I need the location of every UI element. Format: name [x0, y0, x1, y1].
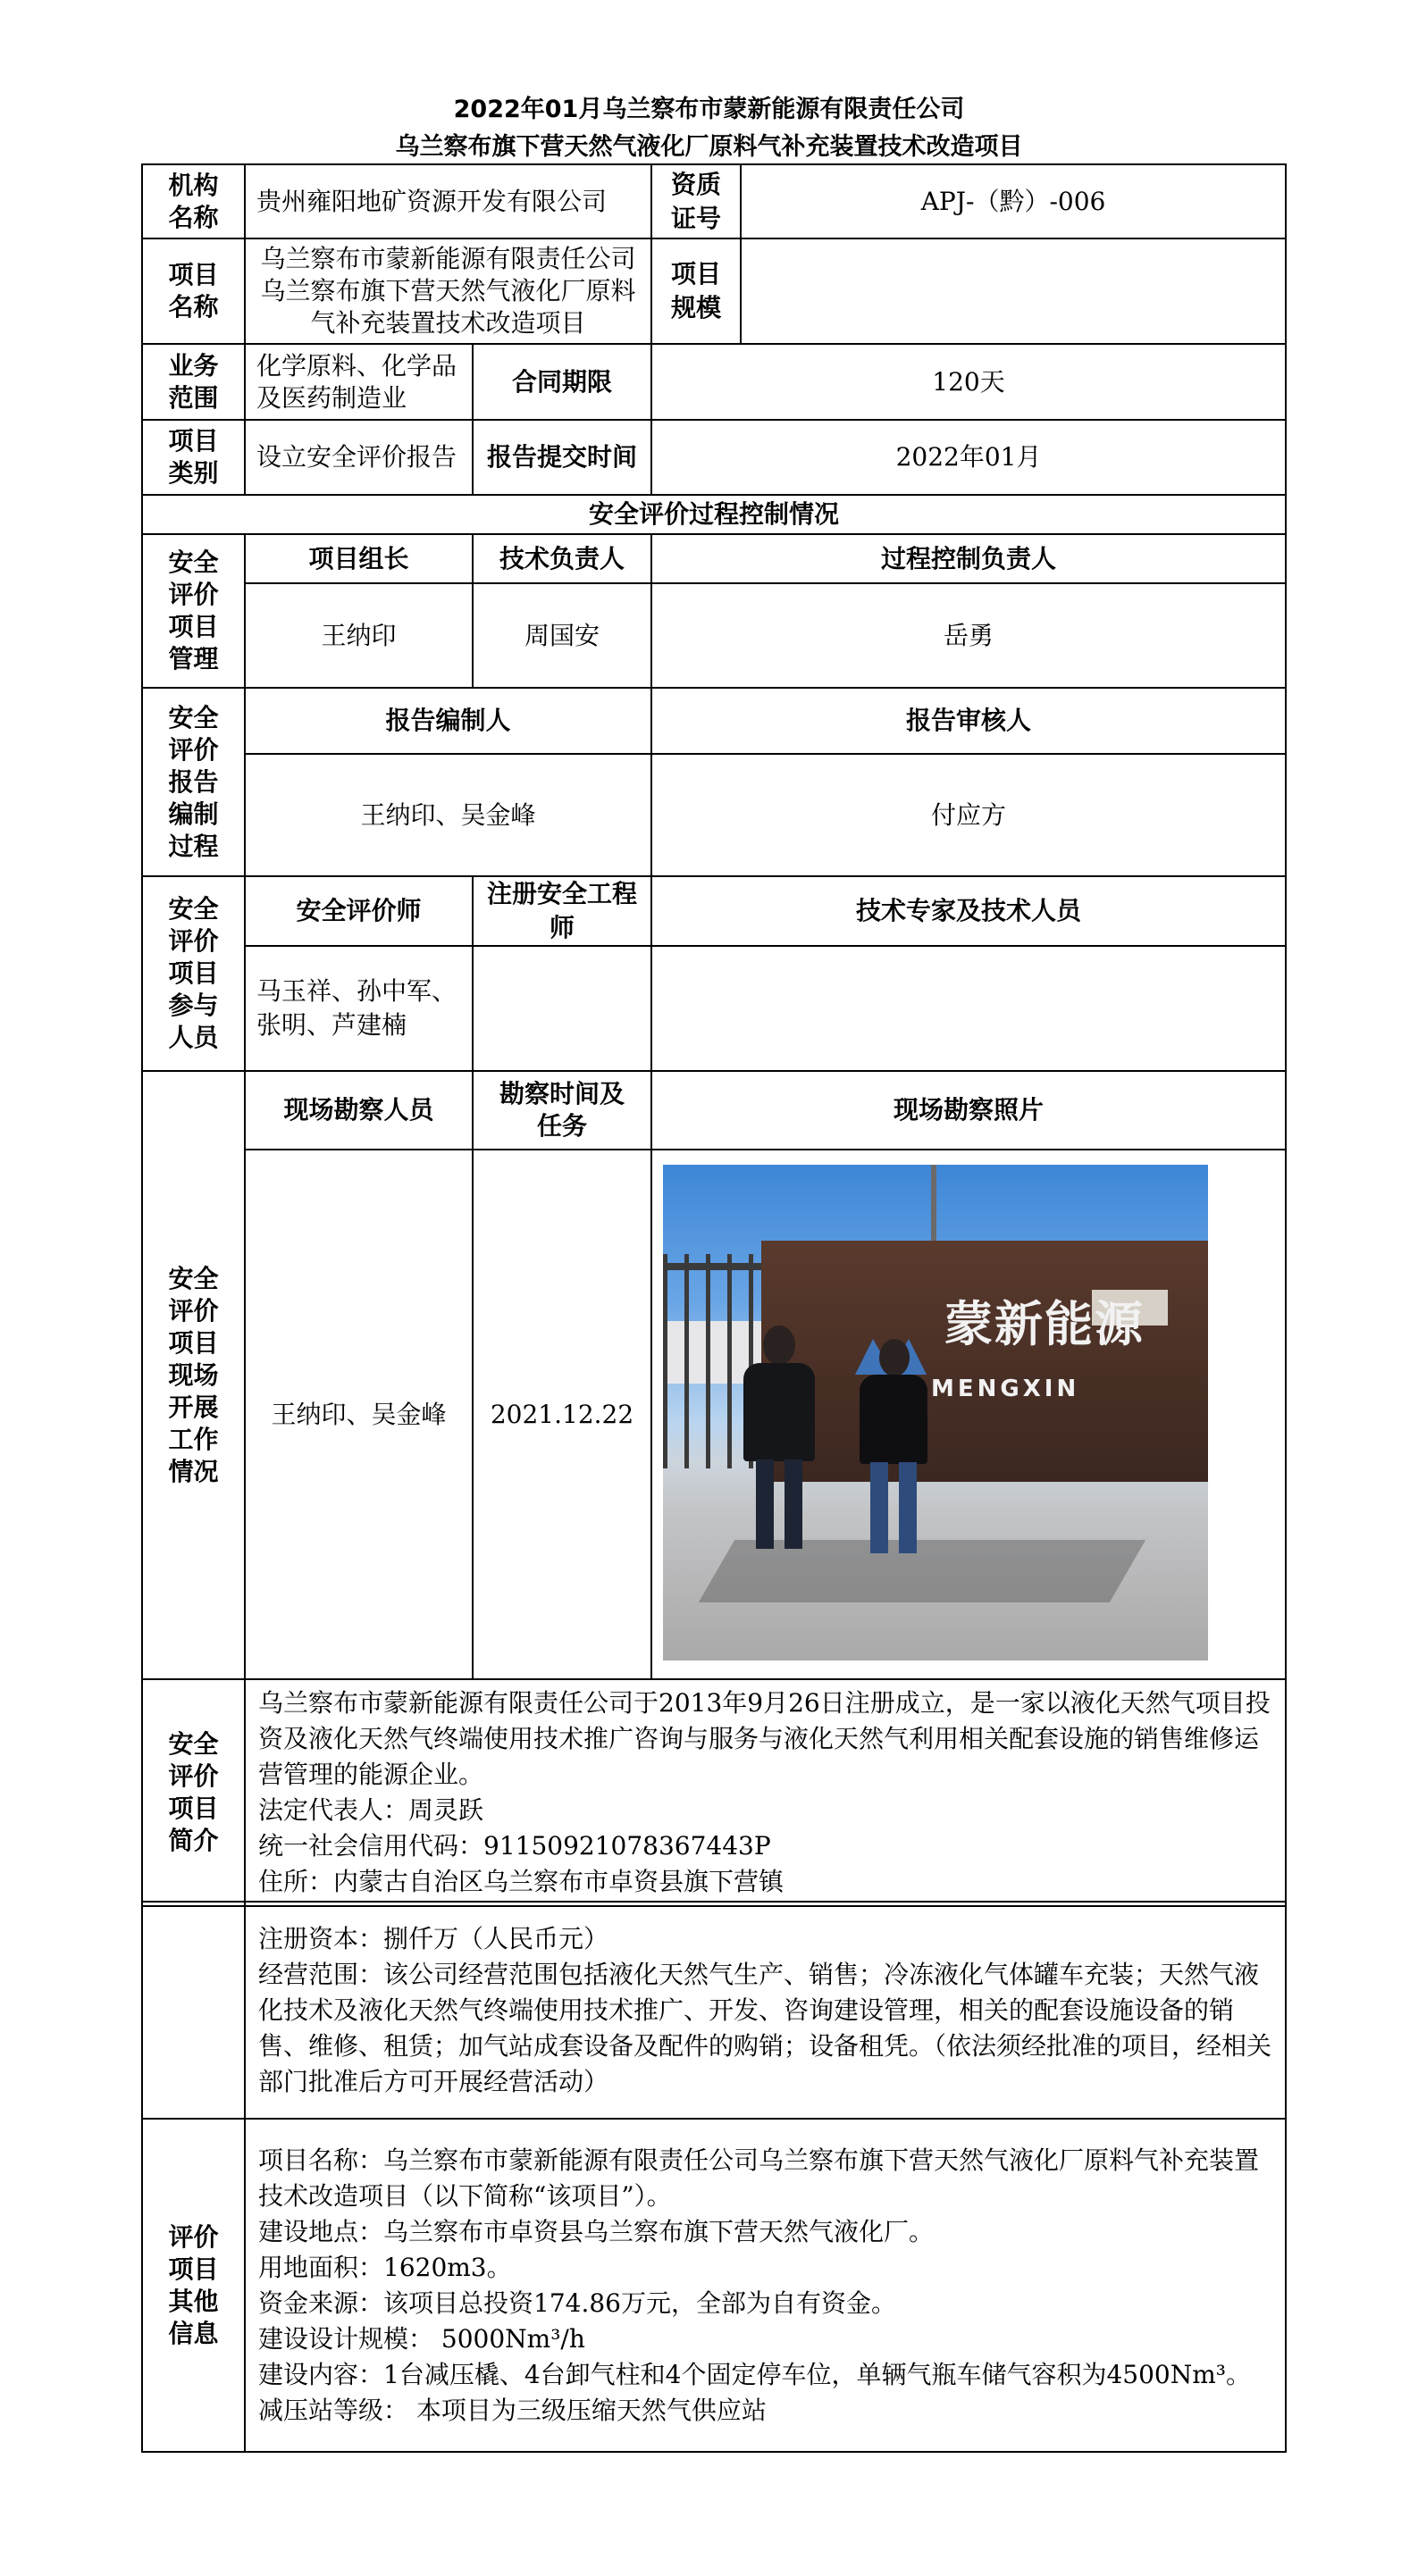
submit-time-value: 2022年01月 — [651, 420, 1286, 495]
business-value: 化学原料、化学品及医药制造业 — [245, 344, 473, 420]
other-info-text — [245, 2119, 1286, 2452]
other-info-line: 减压站等级： 本项目为三级压缩天然气供应站 — [258, 2395, 767, 2425]
survey-time-value: 2021.12.22 — [473, 1150, 651, 1679]
other-info-line: 建设设计规模： 5000Nm³/h — [258, 2323, 585, 2354]
photo-sign-brand: 蒙新能源 — [944, 1296, 1145, 1352]
process-control-lead-label: 过程控制负责人 — [651, 534, 1286, 583]
report-reviewer-label: 报告审核人 — [651, 688, 1286, 754]
site-photo-label: 现场勘察照片 — [651, 1071, 1286, 1150]
leader-value: 王纳印 — [245, 583, 473, 688]
document-title-line1: 2022年01月乌兰察布市蒙新能源有限责任公司 — [453, 96, 965, 123]
report-label: 安全 评价 报告 编制 过程 — [142, 688, 245, 876]
intro-line: 住所：内蒙古自治区乌兰察布市卓资县旗下营镇 — [258, 1867, 785, 1896]
intro-line: 法定代表人：周灵跃 — [258, 1795, 484, 1825]
site-people-value: 王纳印、吴金峰 — [245, 1150, 473, 1679]
process-control-lead-value: 岳勇 — [651, 583, 1286, 688]
intro-cont-text — [245, 1902, 1286, 2119]
assessment-form-table-continued — [141, 1901, 1287, 2453]
expert-value — [651, 946, 1286, 1071]
project-label: 项目 名称 — [142, 238, 245, 344]
assessment-form-table — [141, 163, 1287, 1907]
submit-time-label: 报告提交时间 — [473, 420, 651, 495]
intro-cont-line: 注册资本：捌仟万（人民币元） — [258, 1923, 609, 1953]
other-info-line: 建设内容：1台减压橇、4台卸气柱和4个固定停车位，单辆气瓶车储气容积为4500Nm³。 — [258, 2359, 1251, 2389]
scale-value — [741, 238, 1286, 344]
tech-lead-label: 技术负责人 — [473, 534, 651, 583]
photo-sign-latin: MENGXIN — [931, 1376, 1080, 1402]
other-info-line: 建设地点：乌兰察布市卓资县乌兰察布旗下营天然气液化厂。 — [258, 2216, 935, 2246]
period-value: 120天 — [651, 344, 1286, 420]
assessor-value: 马玉祥、孙中军、张明、芦建楠 — [245, 946, 473, 1071]
site-survey-photo — [663, 1165, 1208, 1660]
intro-cont-line: 经营范围：该公司经营范围包括液化天然气生产、销售；冷冻液化气体罐车充装；天然气液化技术及液化天然气终端使用技术推广、开发、咨询建设管理，相关的配套设施设备的销售、维修、租赁；加气站成套设备及配件的购销；设备租凭。（依法须经批准的项目，经相关部门批准后方可开展经营活动） — [258, 1959, 1272, 2096]
category-value: 设立安全评价报告 — [245, 420, 473, 495]
scale-label: 项目规模 — [651, 238, 741, 344]
cert-value: APJ-（黔）-006 — [741, 164, 1286, 238]
document-title-line2: 乌兰察布旗下营天然气液化厂原料气补充装置技术改造项目 — [395, 133, 1023, 161]
members-label: 安全 评价 项目 参与 人员 — [142, 876, 245, 1071]
intro-label: 安全 评价 项目 简介 — [142, 1679, 245, 1906]
other-info-label: 评价 项目 其他 信息 — [142, 2119, 245, 2452]
photo-company-sign — [761, 1241, 1208, 1482]
project-value: 乌兰察布市蒙新能源有限责任公司乌兰察布旗下营天然气液化厂原料气补充装置技术改造项目 — [245, 238, 651, 344]
org-label: 机构 名称 — [142, 164, 245, 238]
process-control-title: 安全评价过程控制情况 — [142, 495, 1286, 534]
category-label: 项目 类别 — [142, 420, 245, 495]
report-author-label: 报告编制人 — [245, 688, 651, 754]
other-info-line: 项目名称：乌兰察布市蒙新能源有限责任公司乌兰察布旗下营天然气液化厂原料气补充装置技术改造项目（以下简称“该项目”）。 — [258, 2145, 1260, 2211]
photo-person-left — [743, 1326, 815, 1549]
period-label: 合同期限 — [473, 344, 651, 420]
management-label: 安全 评价 项目 管理 — [142, 534, 245, 688]
intro-text — [245, 1679, 1286, 1906]
site-work-label: 安全 评价 项目 现场 开展 工作 情况 — [142, 1071, 245, 1679]
report-author-value: 王纳印、吴金峰 — [245, 754, 651, 876]
assessor-label: 安全评价师 — [245, 876, 473, 946]
tech-lead-value: 周国安 — [473, 583, 651, 688]
intro-cont-label — [142, 1902, 245, 2119]
site-people-label: 现场勘察人员 — [245, 1071, 473, 1150]
other-info-line: 用地面积：1620m3。 — [258, 2252, 512, 2282]
report-reviewer-value: 付应方 — [651, 754, 1286, 876]
engineer-value — [473, 946, 651, 1071]
cert-label: 资质证号 — [651, 164, 741, 238]
org-value: 贵州雍阳地矿资源开发有限公司 — [245, 164, 651, 238]
leader-label: 项目组长 — [245, 534, 473, 583]
intro-line: 统一社会信用代码：91150921078367443P — [258, 1831, 771, 1861]
expert-label: 技术专家及技术人员 — [651, 876, 1286, 946]
intro-line: 乌兰察布市蒙新能源有限责任公司于2013年9月26日注册成立，是一家以液化天然气项目投资及液化天然气终端使用技术推广咨询与服务与液化天然气利用相关配套设施的销售维修运营管理的能源企业。 — [258, 1688, 1271, 1789]
other-info-line: 资金来源：该项目总投资174.86万元，全部为自有资金。 — [258, 2287, 896, 2318]
photo-person-right — [860, 1339, 927, 1553]
engineer-label: 注册安全工程师 — [473, 876, 651, 946]
business-label: 业务 范围 — [142, 344, 245, 420]
site-photo-cell — [651, 1150, 1286, 1679]
survey-time-label: 勘察时间及 任务 — [473, 1071, 651, 1150]
